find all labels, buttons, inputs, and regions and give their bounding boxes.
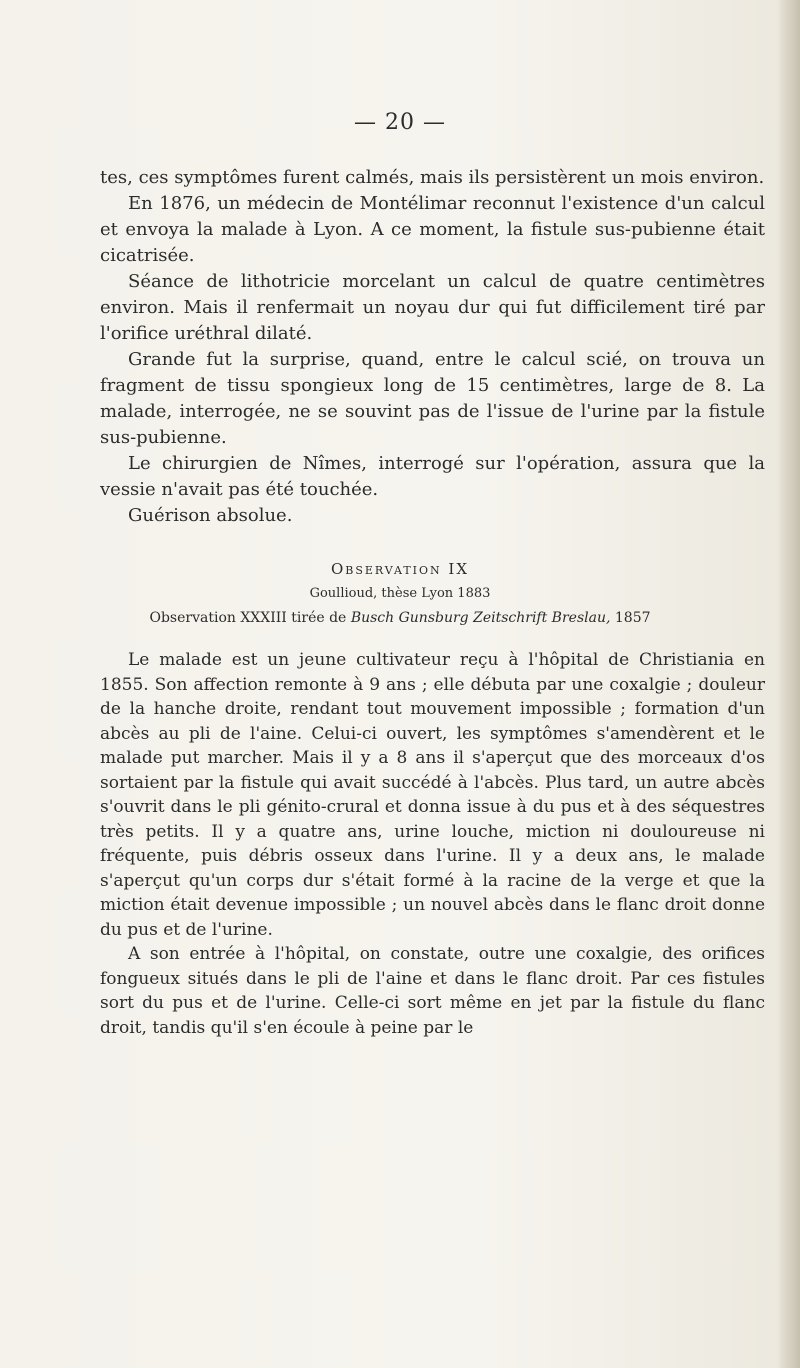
page-edge-shadow [778,0,800,1368]
paragraph: A son entrée à l'hôpital, on constate, outre une coxalgie, des orifices fongueux situés dans le pli de l'aine et dans le flanc droit. Par ces fistules sort du pus et de l'urine. Celle-ci sort même en jet par la fistule du flanc droit, tandis qu'il s'en écoule à peine par le [100,944,765,1038]
body-text-top [100,165,765,529]
paragraph: Le malade est un jeune cultivateur reçu à l'hôpital de Christiania en 1855. Son affection remonte à 9 ans ; elle débuta par une coxalgie ; douleur de la hanche droite, rendant tout mouvement impossible ; formation d'un abcès au pli de l'aine. Celui-ci ouvert, les symptômes s'amendèrent et le malade put marcher. Mais il y a 8 ans il s'aperçut que des morceaux d'os sortaient par la fistule qui avait succédé à l'abcès. Plus tard, un autre abcès s'ouvrit dans le pli génito-crural et donna issue à du pus et à des séquestres très petits. Il y a quatre ans, urine louche, miction ni douloureuse ni fréquente, puis débris osseux dans l'urine. Il y a deux ans, le malade s'aperçut qu'un corps dur s'était formé à la racine de la verge et que la miction était devenue impossible ; un nouvel abcès dans le flanc droit donne du pus et de l'urine. [100,650,765,940]
reference-prefix: Observation XXXIII tirée de [149,610,347,626]
observation-title: Observation IX [330,560,470,578]
paragraph: En 1876, un médecin de Montélimar reconnut l'existence d'un calcul et envoya la malade à Lyon. A ce moment, la fistule sus-pubienne était cicatrisée. [100,193,765,266]
paragraph: Guérison absolue. [128,505,293,526]
paragraph: Grande fut la surprise, quand, entre le calcul scié, on trouva un fragment de tissu spongieux long de 15 centimètres, large de 8. La malade, interrogée, ne se souvint pas de l'issue de l'urine par la fistule sus-pubienne. [100,349,765,448]
observation-source: Goullioud, thèse Lyon 1883 [309,586,491,601]
page-number: — 20 — [354,110,446,135]
paragraph: tes, ces symptômes furent calmés, mais ils persistèrent un mois environ. [100,167,765,188]
reference-journal: Busch Gunsburg Zeitschrift Breslau, [350,610,611,626]
body-text-bottom [100,648,765,1040]
reference-year: 1857 [614,610,651,626]
paragraph: Séance de lithotricie morcelant un calcul de quatre centimètres environ. Mais il renfermait un noyau dur qui fut difficilement tiré par l'orifice uréthral dilaté. [100,271,765,344]
observation-reference [0,610,800,626]
paragraph: Le chirurgien de Nîmes, interrogé sur l'opération, assura que la vessie n'avait pas été touchée. [100,453,765,500]
